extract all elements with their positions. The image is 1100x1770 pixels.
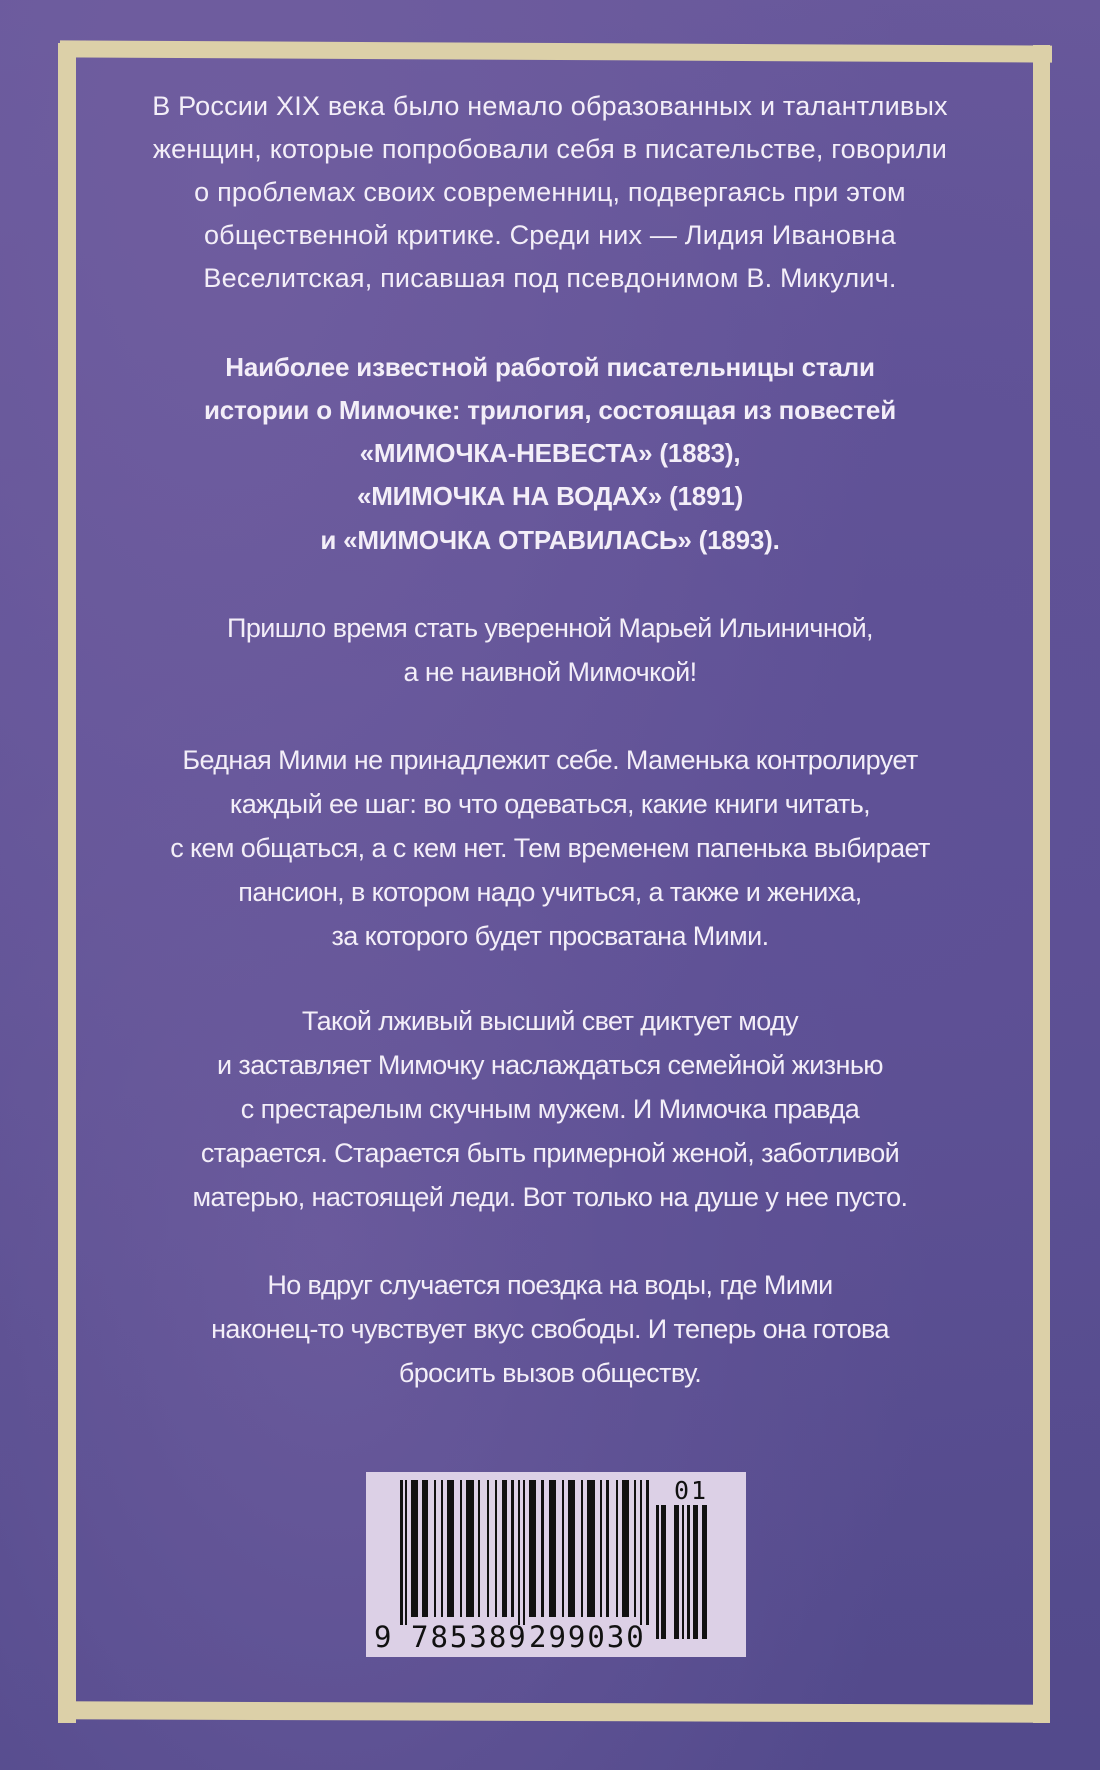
text-line: старается. Старается быть примерной женой, заботливой (200, 1138, 900, 1168)
frame-bottom-edge (58, 1701, 1050, 1722)
text-line: за которого будет просватана Мими. (331, 921, 769, 951)
text-line: В России XIX века было немало образованных и талантливых (152, 91, 948, 121)
text-line: Пришло время стать уверенной Марьей Ильиничной, (227, 613, 873, 643)
text-line: а не наивной Мимочкой! (403, 657, 697, 687)
text-line: истории о Мимочке: трилогия, состоящая из повестей (204, 395, 896, 425)
text-line: Наиболее известной работой писательницы стали (225, 352, 875, 382)
text-line: общественной критике. Среди них — Лидия Ивановна (203, 220, 897, 250)
text-line: с престарелым скучным мужем. И Мимочка правда (240, 1094, 860, 1124)
frame-top-edge (60, 40, 1052, 62)
text-line: матерью, настоящей леди. Вот только на душе у нее пусто. (192, 1182, 908, 1212)
text-line: Веселитская, писавшая под псевдонимом В. Микулич. (203, 263, 897, 293)
text-line: «МИМОЧКА-НЕВЕСТА» (1883), (359, 438, 741, 468)
text-line: с кем общаться, а с кем нет. Тем временем папенька выбирает (170, 833, 930, 863)
isbn-barcode (366, 1472, 746, 1657)
text-line: «МИМОЧКА НА ВОДАХ» (1891) (356, 481, 744, 511)
text-line: женщин, которые попробовали себя в писательстве, говорили (152, 134, 948, 164)
text-line: Такой лживый высший свет диктует моду (301, 1006, 799, 1036)
text-line: Бедная Мими не принадлежит себе. Маменька контролирует (182, 745, 918, 775)
barcode-lead-digit: 9 (374, 1620, 394, 1654)
barcode-left-group: 785389 (411, 1620, 528, 1654)
text-line: наконец-то чувствует вкус свободы. И теперь она готова (211, 1314, 889, 1344)
text-line: пансион, в котором надо учиться, а также и жениха, (238, 877, 862, 907)
text-line: о проблемах своих современниц, подвергаясь при этом (194, 177, 906, 207)
text-line: каждый ее шаг: во что одеваться, какие книги читать, (229, 789, 871, 819)
text-line: и заставляет Мимочку наслаждаться семейной жизнью (217, 1050, 883, 1080)
barcode-right-group: 299030 (529, 1620, 646, 1654)
text-line: бросить вызов обществу. (398, 1358, 702, 1388)
text-line: и «МИМОЧКА ОТРАВИЛАСЬ» (1893). (320, 525, 780, 555)
text-line: Но вдруг случается поездка на воды, где Мими (267, 1270, 833, 1300)
frame-right-edge (1033, 45, 1050, 1723)
barcode-addon-digits: 01 (674, 1476, 709, 1505)
frame-left-edge (58, 43, 76, 1723)
